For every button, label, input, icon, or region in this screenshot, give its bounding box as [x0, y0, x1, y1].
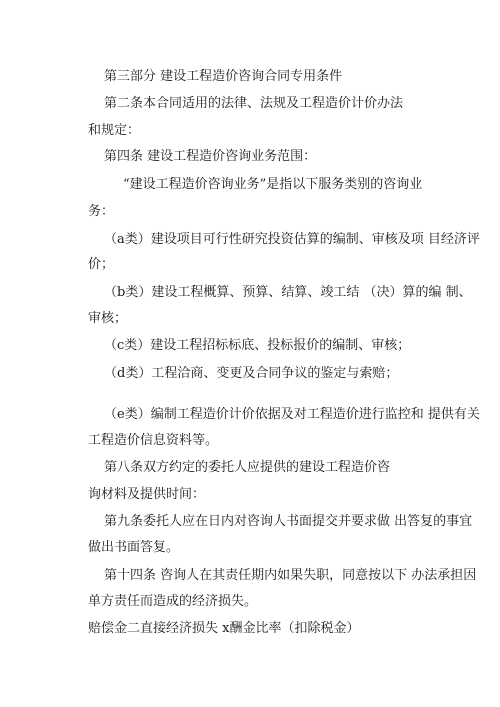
article-14-line-1: 第十四条 咨询人在其责任期内如果失职，同意按以下 办法承担因 — [104, 568, 477, 583]
compensation-formula: 赔偿金二直接经济损失 x酬金比率（扣除税金） — [88, 621, 360, 636]
class-c-line: （c类）建设工程招标标底、投标报价的编制、审核； — [104, 338, 411, 353]
class-b-line-2: 审核； — [88, 311, 128, 326]
article-4-heading: 第四条 建设工程造价咨询业务范围： — [104, 149, 317, 164]
article-2-line-1: 第二条本合同适用的法律、法规及工程造价计价办法 — [104, 96, 404, 111]
article-9-line-2: 做出书面答复。 — [88, 540, 180, 555]
class-e-line-2: 工程造价信息资料等。 — [88, 433, 219, 448]
service-definition-line-1: “建设工程造价咨询业务”是指以下服务类别的咨询业 — [123, 177, 423, 192]
article-8-line-2: 询材料及提供时间： — [88, 487, 206, 502]
class-d-line: （d类）工程洽商、变更及合同争议的鉴定与索赔； — [104, 366, 399, 381]
service-definition-line-2: 务： — [88, 204, 115, 219]
part-three-heading: 第三部分 建设工程造价咨询合同专用条件 — [104, 69, 343, 84]
article-8-line-1: 第八条双方约定的委托人应提供的建设工程造价咨 — [104, 460, 391, 475]
class-a-line-2: 价； — [88, 257, 115, 272]
class-b-line-1: （b类）建设工程概算、预算、结算、竣工结 （决）算的编 制、 — [104, 285, 472, 300]
article-9-line-1: 第九条委托人应在日内对咨询人书面提交并要求做 出答复的事宜 — [104, 514, 473, 529]
article-14-line-2: 单方责任而造成的经济损失。 — [88, 594, 258, 609]
class-a-line-1: （a类）建设项目可行性研究投资估算的编制、审核及项 目经济评 — [104, 232, 480, 247]
article-2-line-2: 和规定： — [88, 123, 141, 138]
class-e-line-1: （e类）编制工程造价计价依据及对工程造价进行监控和 提供有关 — [104, 407, 480, 422]
